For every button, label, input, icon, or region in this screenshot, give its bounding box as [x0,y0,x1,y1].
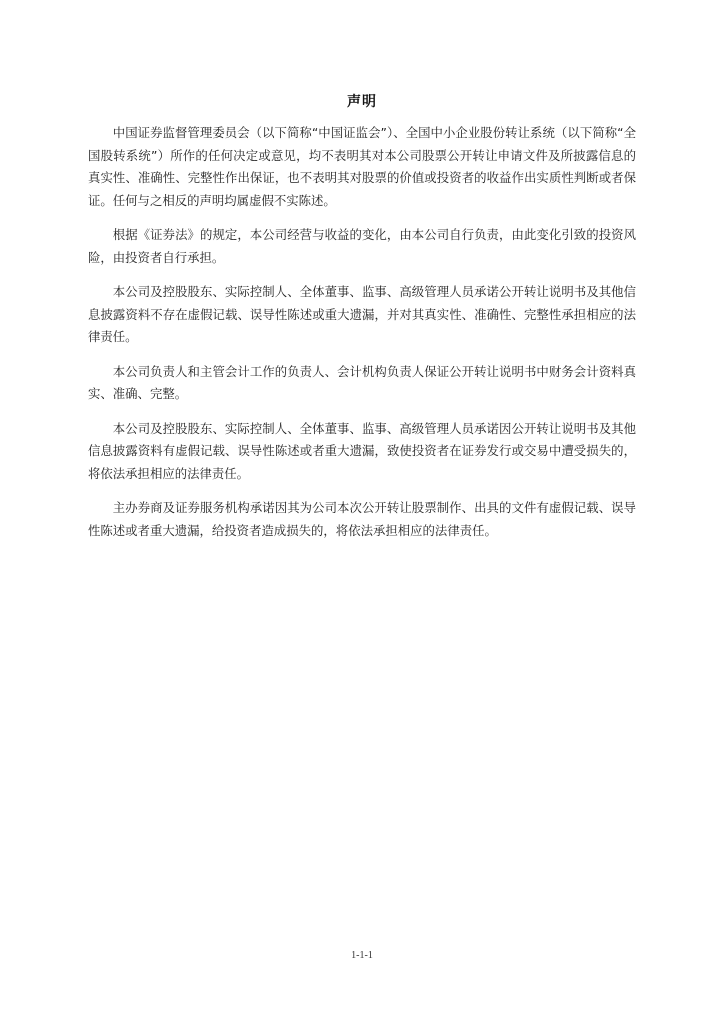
page-number: 1-1-1 [351,950,373,961]
page-title: 声明 [347,94,377,110]
statement-body [88,122,636,554]
paragraph-liability-commitment: 本公司及控股股东、实际控制人、全体董事、监事、高级管理人员承诺因公开转让说明书及其他信息披露资料有虚假记载、误导性陈述或者重大遗漏，致使投资者在证券发行或交易中遭受损失的，将依法承担相应的法律责任。 [88,420,636,481]
paragraph-regulator-disclaimer: 中国证券监督管理委员会（以下简称“中国证监会”）、全国中小企业股份转让系统（以下简称“全国股转系统”）所作的任何决定或意见，均不表明其对本公司股票公开转让申请文件及所披露信息的真实性、准确性、完整性作出保证，也不表明其对股票的价值或投资者的收益作出实质性判断或者保证。任何与之相反的声明均属虚假不实陈述。 [88,125,636,208]
paragraph-disclosure-commitment: 本公司及控股股东、实际控制人、全体董事、监事、高级管理人员承诺公开转让说明书及其他信息披露资料不存在虚假记载、误导性陈述或重大遗漏，并对其真实性、准确性、完整性承担相应的法律责任。 [88,284,636,344]
paragraph-broker-commitment: 主办券商及证券服务机构承诺因其为公司本次公开转让股票制作、出具的文件有虚假记载、误导性陈述或者重大遗漏，给投资者造成损失的，将依法承担相应的法律责任。 [88,500,636,538]
paragraph-securities-law: 根据《证券法》的规定，本公司经营与收益的变化，由本公司自行负责，由此变化引致的投资风险，由投资者自行承担。 [88,227,636,265]
paragraph-financial-guarantee: 本公司负责人和主管会计工作的负责人、会计机构负责人保证公开转让说明书中财务会计资料真实、准确、完整。 [88,363,636,401]
